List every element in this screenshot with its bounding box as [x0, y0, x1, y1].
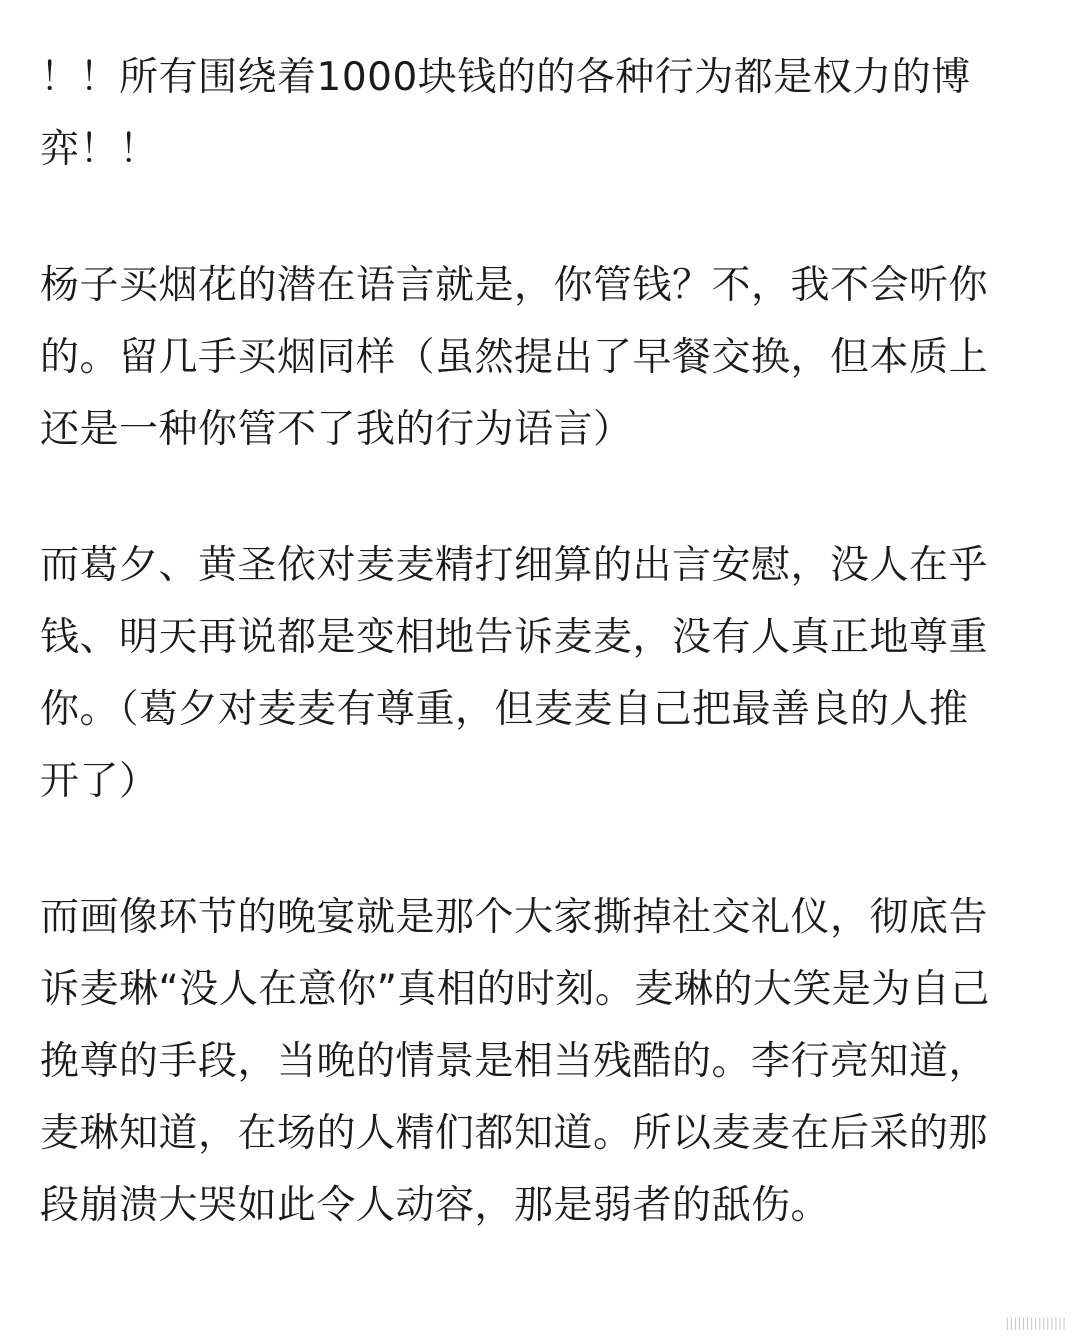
paragraph-2: [40, 250, 1040, 466]
paragraph-line: 开了）: [40, 759, 159, 804]
paragraph-4: [40, 882, 1040, 1242]
paragraph-line: 挽尊的手段，当晚的情景是相当残酷的。李行亮知道，: [40, 1039, 989, 1084]
paragraph-line: 弈！！: [40, 127, 159, 172]
paragraph-line: 而画像环节的晚宴就是那个大家撕掉社交礼仪，彻底告: [40, 895, 989, 940]
article-body: [40, 42, 1040, 1306]
paragraph-line: ！！所有围绕着1000块钱的的各种行为都是权力的博: [40, 55, 971, 100]
paragraph-line: 而葛夕、黄圣依对麦麦精打细算的出言安慰，没人在乎: [40, 543, 989, 588]
paragraph-line: 诉麦琳“没人在意你”真相的时刻。麦琳的大笑是为自己: [40, 967, 990, 1012]
paragraph-line: 段崩溃大哭如此令人动容，那是弱者的舐伤。: [40, 1183, 831, 1228]
paragraph-line: 钱、明天再说都是变相地告诉麦麦，没有人真正地尊重: [40, 615, 989, 660]
paragraph-line: 你。（葛夕对麦麦有尊重，但麦麦自己把最善良的人推: [40, 687, 969, 732]
watermark: |||||||||||||||: [1005, 1316, 1066, 1330]
paragraph-line: 杨子买烟花的潜在语言就是，你管钱？不，我不会听你: [40, 263, 989, 308]
paragraph-line: 还是一种你管不了我的行为语言）: [40, 407, 633, 452]
paragraph-1: [40, 42, 1040, 186]
paragraph-line: 麦琳知道，在场的人精们都知道。所以麦麦在后采的那: [40, 1111, 989, 1156]
paragraph-line: 的。留几手买烟同样（虽然提出了早餐交换，但本质上: [40, 335, 989, 380]
paragraph-3: [40, 530, 1040, 818]
